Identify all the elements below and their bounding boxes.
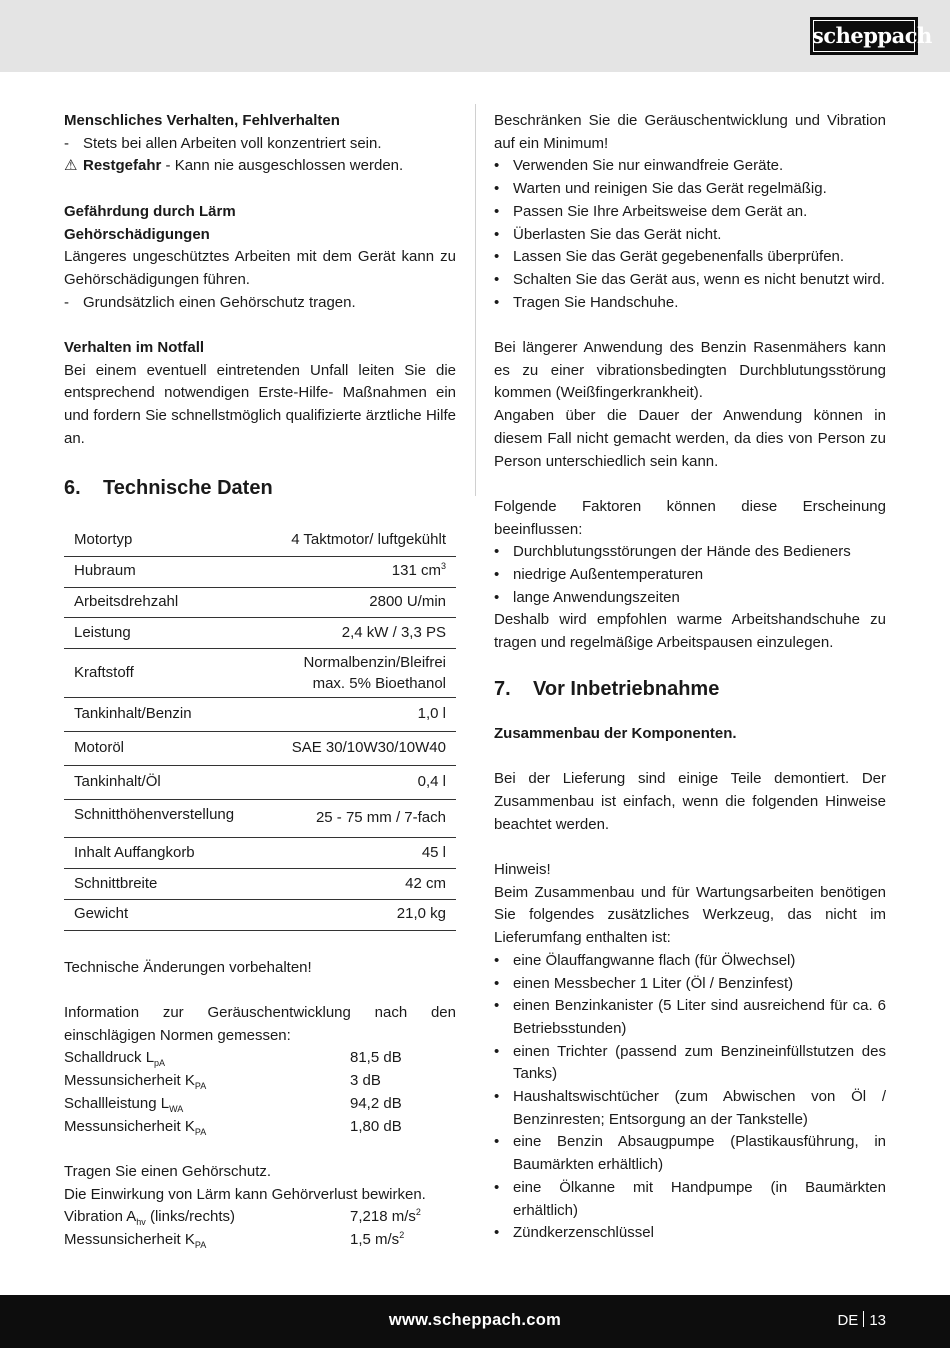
list-item [494,541,886,564]
bullet-marker: • [494,248,500,266]
behavior-item-text: Stets bei allen Arbeiten voll konzentriert sein. [83,134,382,152]
list-item-text: einen Benzinkanister (5 Liter sind ausreichend für ca. 6 Betriebsstunden) [513,997,886,1037]
measure-value [350,1229,404,1252]
measure-label [64,1116,350,1139]
website-link[interactable]: www.scheppach.com [388,1311,562,1329]
list-item [494,1177,886,1222]
hint-text: Beim Zusammenbau und für Wartungsarbeiten benötigen Sie folgendes zusätzliches Werkzeug, das nicht im Lieferumfang enthalten ist: [494,883,886,947]
measure-value-text: 81,5 dB [350,1049,402,1067]
assembly-text: Bei der Lieferung sind einige Teile demontiert. Der Zusammenbau ist einfach, wenn die folgenden Hinweise beachtet werden. [494,770,886,833]
value-text: 2800 U/min [369,593,446,611]
value-line-2: max. 5% Bioethanol [312,675,446,693]
list-item [494,292,886,315]
list-item [494,1086,886,1131]
list-item [494,995,886,1040]
behavior-item [64,133,456,156]
measure-value [350,1206,421,1229]
measure-value-text: 1,5 m/s [350,1231,400,1248]
value-line-1: Normalbenzin/Bleifrei [303,654,446,672]
measure-row [64,1229,456,1252]
measure-subscript: WA [169,1103,184,1114]
bullet-marker: • [494,1224,500,1242]
measure-row [64,1206,456,1229]
noise-item-text: Grundsätzlich einen Gehörschutz tragen. [83,293,356,311]
measure-row [64,1116,456,1139]
protection-note-1: Tragen Sie einen Gehörschutz. [64,1162,272,1180]
list-item [494,1222,886,1245]
restgefahr-text: - Kann nie ausgeschlossen werden. [161,157,404,175]
section-7-heading [494,677,886,701]
row-value [263,766,456,800]
measure-label-text: Messunsicherheit K [64,1072,195,1090]
noise-measures [64,1047,456,1138]
section-title: Technische Daten [103,476,273,499]
measure-row [64,1093,456,1116]
table-row [64,732,456,766]
list-item-text: Lassen Sie das Gerät gegebenenfalls überprüfen. [513,248,845,266]
row-value [263,526,456,557]
row-value [263,800,456,838]
footer-bar [0,1295,950,1348]
factors-intro: Folgende Faktoren können diese Erscheinung beeinflussen: [494,497,886,538]
protection-note-2: Die Einwirkung von Lärm kann Gehörverlust bewirken. [64,1185,426,1203]
measure-label [64,1070,350,1093]
measure-value [350,1116,402,1139]
list-item-text: Verwenden Sie nur einwandfreie Geräte. [513,157,784,175]
value-text: 2,4 kW / 3,3 PS [341,623,446,641]
table-row [64,618,456,649]
measure-label-text: Messunsicherheit K [64,1231,195,1248]
value-text: 131 cm [391,562,441,580]
bullet-marker: • [494,1088,500,1106]
vibration-text-2: Angaben über die Dauer der Anwendung können in diesem Fall nicht gemacht werden, da dies von Person zu Person unterschiedlich sein kann. [494,407,886,470]
assembly-heading: Zusammenbau der Komponenten. [494,724,737,742]
measure-label [64,1093,350,1116]
row-label: Schnittbreite [74,874,158,892]
table-row [64,838,456,869]
list-item [494,178,886,201]
bullet-marker: • [494,1178,500,1196]
row-value [263,587,456,618]
measure-label [64,1047,350,1070]
bullet-marker: • [494,157,500,175]
language-code: DE [837,1312,859,1329]
dash-marker: - [64,293,69,311]
column-divider [475,104,476,496]
tools-list [494,950,886,1245]
tips-list [494,155,886,314]
list-item-text: einen Trichter (passend zum Benzineinfüllstutzen des Tanks) [513,1042,886,1083]
table-row [64,869,456,900]
list-item-text: eine Benzin Absaugpumpe (Plastikausführung, in Baumärkten erhältlich) [513,1133,886,1174]
measure-subscript: PA [194,1081,207,1092]
measure-subscript: pA [154,1058,166,1069]
value-text: 21,0 kg [396,905,446,923]
list-item [494,564,886,587]
row-label: Kraftstoff [74,663,134,681]
list-item [494,201,886,224]
measure-label-text: Vibration A [64,1208,137,1226]
bullet-marker: • [494,202,500,220]
row-value [263,869,456,900]
page-indicator [837,1310,886,1333]
left-column [64,110,456,1252]
measure-value [350,1093,402,1116]
emergency-heading: Verhalten im Notfall [64,339,205,356]
row-value [263,649,456,698]
value-superscript: 3 [440,561,446,572]
bullet-marker: • [494,180,500,198]
bullet-marker: • [494,588,500,606]
measure-row [64,1070,456,1093]
bullet-marker: • [494,566,500,584]
table-row [64,526,456,557]
warning-triangle-icon: ⚠ [64,157,78,175]
row-label: Tankinhalt/Öl [74,773,161,791]
value-text: SAE 30/10W30/10W40 [291,739,446,757]
list-item-text: Haushaltswischtücher (zum Abwischen von Öl / Benzinresten; Entsorgung an der Tankstelle) [513,1088,886,1128]
noise-heading-2: Gehörschädigungen [64,225,210,243]
table-row [64,587,456,618]
list-item-text: eine Ölauffangwanne flach (für Ölwechsel) [513,951,796,969]
measure-label-suffix: (links/rechts) [145,1208,235,1226]
noise-item [64,292,456,315]
row-value [263,556,456,587]
recommendation: Deshalb wird empfohlen warme Arbeitshandschuhe zu tragen und regelmäßige Arbeitspausen einzulegen. [494,611,886,652]
row-label: Arbeitsdrehzahl [74,593,179,611]
noise-text: Längeres ungeschütztes Arbeiten mit dem Gerät kann zu Gehörschädigungen führen. [64,248,456,288]
behavior-heading: Menschliches Verhalten, Fehlverhalten [64,112,340,129]
hint-label: Hinweis! [494,861,551,879]
list-item-text: eine Ölkanne mit Handpumpe (in Baumärkten erhältlich) [513,1178,886,1219]
measure-subscript: PA [194,1126,207,1137]
value-text: 4 Taktmotor/ luftgekühlt [291,531,446,549]
noise-info: Information zur Geräuschentwicklung nach den einschlägigen Normen gemessen: [64,1003,456,1044]
row-value [263,899,456,930]
scheppach-logo: scheppach [810,17,918,55]
bullet-marker: • [494,1133,500,1151]
list-item [494,587,886,610]
emergency-text: Bei einem eventuell eintretenden Unfall leiten Sie die entsprechend notwendigen Erste-Hilfe- Maßnahmen ein und fordern Sie schnellstmöglich qualifizierte ärztliche Hilfe an. [64,361,456,447]
row-label: Gewicht [74,905,129,923]
factors-list [494,541,886,609]
bullet-marker: • [494,293,500,311]
vibration-text-1: Bei längerer Anwendung des Benzin Rasenmähers kann es zu einer vibrationsbedingten Durchblutungsstörung kommen (Weißfingerkrankheit). [494,339,886,402]
measure-superscript: 2 [415,1207,421,1218]
dash-marker: - [64,134,69,152]
vibration-measures [64,1206,456,1251]
bullet-marker: • [494,543,500,561]
row-label: Motoröl [74,739,125,757]
section-number: 6. [64,476,81,499]
list-item [494,1131,886,1176]
list-item [494,246,886,269]
measure-value [350,1070,381,1093]
list-item-text: Überlasten Sie das Gerät nicht. [513,225,722,243]
right-column [494,110,886,1245]
section-number: 7. [494,677,511,700]
section-6-heading [64,476,456,500]
tech-data-table [64,526,456,931]
row-value [263,838,456,869]
measure-row [64,1047,456,1070]
row-label: Tankinhalt/Benzin [74,705,192,723]
noise-heading-1: Gefährdung durch Lärm [64,202,236,220]
measure-label-text: Schalldruck L [64,1049,155,1067]
row-value [263,732,456,766]
restgefahr-line [64,155,456,178]
row-label: Leistung [74,623,131,641]
bullet-marker: • [494,997,500,1015]
header-bar [0,0,950,72]
table-row [64,698,456,732]
bullet-marker: • [494,1042,500,1060]
measure-value-text: 1,80 dB [350,1117,402,1135]
row-label: Schnitthöhenverstellung [74,806,235,824]
measure-label-text: Messunsicherheit K [64,1117,195,1135]
bullet-marker: • [494,951,500,969]
page-number: 13 [869,1312,886,1329]
value-text: 1,0 l [417,705,446,723]
list-item-text: Zündkerzenschlüssel [513,1224,654,1242]
changes-note: Technische Änderungen vorbehalten! [64,958,312,976]
measure-label [64,1206,350,1229]
list-item [494,155,886,178]
table-row [64,766,456,800]
table-row [64,649,456,698]
row-label: Hubraum [74,562,136,580]
list-item-text: niedrige Außentemperaturen [513,566,704,584]
bullet-marker: • [494,270,500,288]
value-text: 25 - 75 mm / 7-fach [315,809,446,827]
list-item-text: Durchblutungsstörungen der Hände des Bedieners [513,543,851,561]
value-text: 42 cm [405,874,446,892]
list-item-text: Passen Sie Ihre Arbeitsweise dem Gerät an. [513,202,808,220]
table-row [64,800,456,838]
list-item [494,269,886,292]
section-title: Vor Inbetriebnahme [533,677,720,700]
list-item [494,1041,886,1086]
restgefahr-label: Restgefahr [83,157,162,175]
value-text: 0,4 l [417,773,446,791]
row-label: Motortyp [74,531,133,549]
row-value [263,698,456,732]
value-text: 45 l [421,843,446,861]
list-item [494,224,886,247]
list-item [494,973,886,996]
row-label: Inhalt Auffangkorb [74,843,195,861]
measure-value [350,1047,402,1070]
table-row [64,556,456,587]
table-row [64,899,456,930]
list-item-text: Tragen Sie Handschuhe. [513,293,679,311]
measure-subscript: PA [194,1240,207,1250]
measure-value-text: 7,218 m/s [350,1208,416,1226]
list-item-text: einen Messbecher 1 Liter (Öl / Benzinfest) [513,974,794,992]
measure-value-text: 3 dB [350,1072,381,1090]
bullet-marker: • [494,974,500,992]
list-item-text: Schalten Sie das Gerät aus, wenn es nicht benutzt wird. [513,270,885,288]
vibration-intro: Beschränken Sie die Geräuschentwicklung und Vibration auf ein Minimum! [494,112,886,152]
list-item-text: lange Anwendungszeiten [513,588,680,606]
measure-label [64,1229,350,1252]
measure-subscript: hv [136,1217,146,1228]
measure-value-text: 94,2 dB [350,1094,402,1112]
list-item [494,950,886,973]
measure-label-text: Schallleistung L [64,1094,170,1112]
measure-superscript: 2 [399,1230,405,1240]
row-value [263,618,456,649]
bullet-marker: • [494,225,500,243]
list-item-text: Warten und reinigen Sie das Gerät regelmäßig. [513,180,827,198]
